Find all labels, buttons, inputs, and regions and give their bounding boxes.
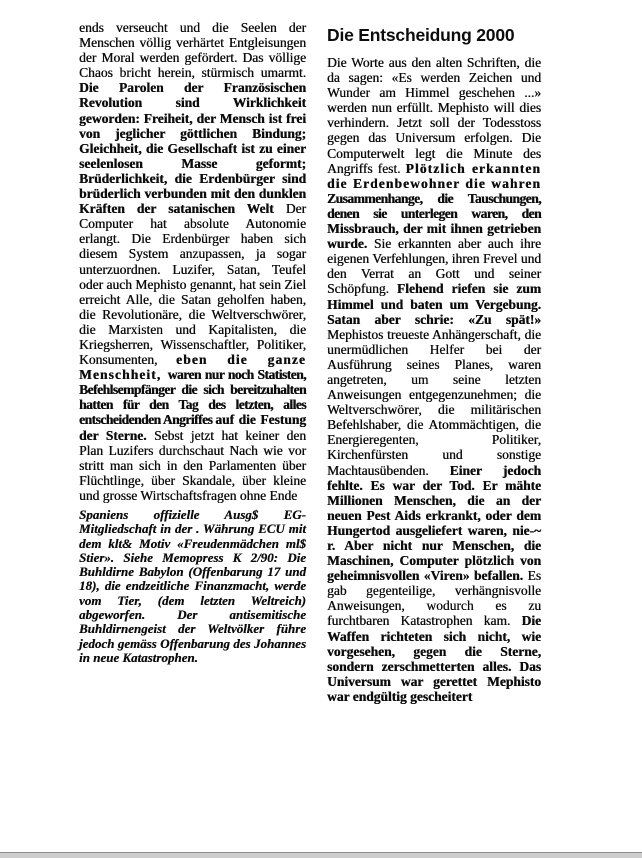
text-run: waren nur noch Statisten, Befehlsempfänger die sich bereitzuhalten hatten für den Tag des letzten, alles entscheidenden Angriffes: [79, 367, 306, 428]
text-run: eben die ganze Menschheit,: [79, 352, 306, 383]
text-run: Mephistos treueste Anhängerschaft, die unermüdlichen Helfer bei der Ausführung seines Planes, waren angetreten, um seine letzten Anweisungen entgegenzunehmen; die Weltverschwörer, die militärischen Befehlshaber, die Atommächtigen, die Energieregenten, Politiker, Kirchenfürsten und sonstige Machtausübenden.: [327, 326, 541, 478]
right-column-paragraph: [327, 55, 541, 704]
page-bottom-edge: [0, 852, 642, 858]
left-column-paragraph: [79, 20, 306, 503]
text-run: Es gab gegenteilige, verhängnisvolle Anweisungen, wodurch es zu furchtbaren Katastrophen kam.: [327, 568, 541, 629]
text-run: ends verseucht und die Seelen der Menschen völlig verhärtet Entgleisungen der Moral werden gefördert. Das völlige Chaos bricht herein, stürmisch umarmt.: [79, 20, 306, 81]
text-run: Plötzlich erkannten die Erdenbewohner die wahren: [327, 160, 541, 191]
text-run: Zusammenhange, die Tauschungen, denen sie unterlegen waren, den: [327, 190, 541, 221]
text-run: Der Computer hat absolute Autonomie erlangt. Die Erdenbürger haben sich diesem System anzupassen, ja sogar unterzuordnen. Luzifer, Satan, Teufel oder auch Mephisto genannt, hat sein Ziel erreicht Alle, die Satan geholfen haben, die Revolutionäre, die Weltverschwörer, die Marxisten und Kapitalisten, die Kriegsherren, Wissenschaftler, Politiker, Konsumenten,: [79, 201, 306, 368]
article-headline: Die Entscheidung 2000: [327, 25, 515, 45]
text-run: Sie erkannten aber auch ihre eigenen Verfehlungen, ihren Frevel und den Verrat an Gott und seiner Schöpfung.: [327, 236, 541, 297]
text-run: Einer jedoch fehlte. Es war der Tod. Er mähte Millionen Menschen, die an der neuen Pest Aids erkrankt, oder dem Hungertod ausgeliefert waren, nie-~ r. Aber nicht nur Menschen, die Maschinen, Computer plötzlich von geheimnisvollen «Viren» befallen.: [327, 462, 541, 584]
text-run: Sebst jetzt hat keiner den Plan Luzifers durchschaut Nach wie vor stritt man sich in den Parlamenten über Flüchtlinge, über Skandale, über kleine und grosse Wirtschaftsfragen ohne Ende: [79, 427, 306, 503]
footnote-paragraph: Spaniens offizielle Ausg$ EG-Mitgliedschaft in der . Währung ECU mit dem klt& Motiv «Freudenmädchen ml$ Stier». Siehe Memopress K 2/90: Die Buhldirne Babylon (Offenbarung 17 und 18), die endzeitliche Finanzmacht, werde vom Tier, (dem letzten Weltreich) abgeworfen. Der antisemitische Buhldirnengeist der Weltvölker führe jedoch gemäss Offenbarung des Johannes in neue Katastrophen.: [79, 507, 306, 665]
left-column: [79, 20, 306, 665]
text-run: auf die Festung der Sterne.: [79, 412, 307, 443]
text-run: Die Worte aus den alten Schriften, die da sagen: «Es werden Zeichen und Wunder am Himmel geschehen ...» werden nun erfüllt. Mephisto will dies verhindern. Jetzt soll der Todesstoss gegen das Universum erfolgen. Die Computerwelt legt die Minute des Angriffs fest.: [327, 55, 541, 176]
text-run: Die Waffen richteten sich nicht, wie vorgesehen, gegen die Sterne, sondern zerschmetterten alles. Das Universum war gerettet Mephisto war endgültig gescheitert: [327, 613, 541, 704]
text-run: Flehend riefen sie zum Himmel und baten um Vergebung. Satan aber schrie: «Zu spät!»: [327, 281, 541, 327]
text-run: Die Parolen der Französischen Revolution sind Wirklichkeit geworden: Freiheit, der Mensch ist frei von jeglicher göttlichen Bindung; Gleichheit, die Gesellschaft ist zu einer seelenlosen Masse geformt; Brüderlichkeit, die Erdenbürger sind brüderlich verbunden mit den dunklen Kräften der satanischen Welt: [79, 80, 306, 217]
right-column: [327, 25, 541, 704]
text-run: Missbrauch, der mit ihnen getrieben wurde.: [327, 221, 541, 252]
